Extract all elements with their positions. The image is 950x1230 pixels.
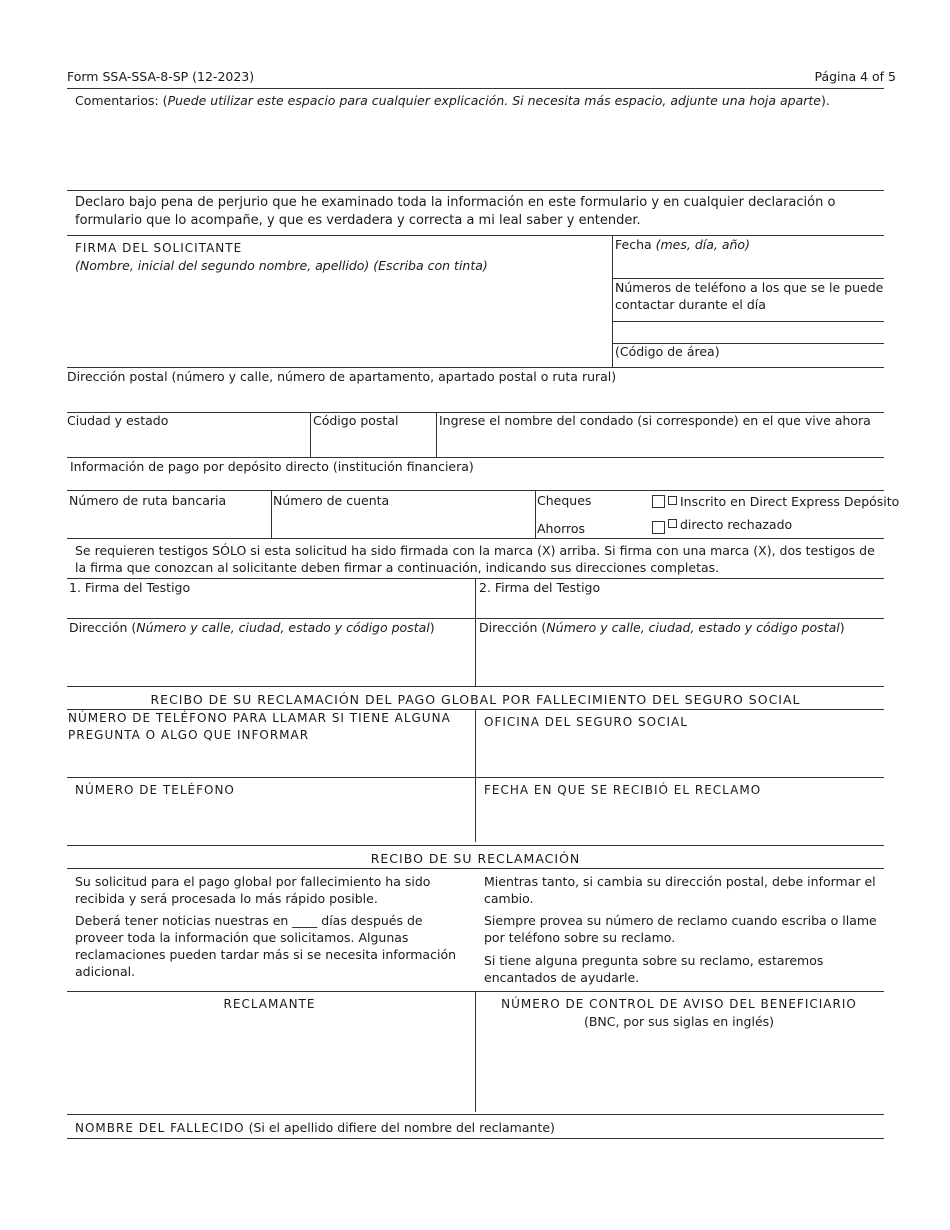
signature-title: FIRMA DEL SOLICITANTE	[75, 241, 243, 255]
zip-field[interactable]	[312, 430, 434, 454]
payment-heading: Información de pago por depósito directo (institución financiera)	[70, 459, 474, 474]
witness2-signature-label: 2. Firma del Testigo	[479, 580, 601, 595]
witness2-signature-field[interactable]	[478, 597, 882, 617]
declaration-text: Declaro bajo pena de perjurio que he examinado toda la información en este formulario y en cualquier declaración o formulario que lo acompañe, y que es verdadera y correcta a mi leal saber y entender.	[75, 195, 836, 228]
county-field[interactable]	[438, 430, 882, 454]
mailing-address-label: Dirección postal (número y calle, número de apartamento, apartado postal o ruta rural)	[67, 369, 617, 384]
receipt-right-paragraph-3: Si tiene alguna pregunta sobre su reclamo, estaremos encantados de ayudarle.	[484, 953, 824, 985]
form-id: Form SSA-SSA-8-SP (12-2023)	[67, 69, 255, 84]
checking-label: Cheques	[537, 493, 592, 508]
phone-number-field[interactable]	[68, 800, 472, 840]
phone-number-label: NÚMERO DE TELÉFONO	[75, 783, 235, 797]
deceased-label: NOMBRE DEL FALLECIDO (Si el apellido difiere del nombre del reclamante)	[75, 1120, 555, 1135]
office-label: OFICINA DEL SEGURO SOCIAL	[484, 715, 688, 729]
divider	[67, 1114, 884, 1115]
witness2-address-label: Dirección (Número y calle, ciudad, estado y código postal)	[479, 620, 845, 635]
routing-label: Número de ruta bancaria	[69, 493, 227, 508]
date-label: Fecha (mes, día, año)	[615, 237, 750, 252]
bnc-field[interactable]	[478, 1032, 882, 1110]
city-state-field[interactable]	[67, 430, 307, 454]
receipt-left-paragraph-2: Deberá tener noticias nuestras en ____ días después de proveer toda la información que solicitamos. Algunas reclamaciones pueden tardar más si se necesita información adicional.	[75, 913, 457, 979]
city-state-label: Ciudad y estado	[67, 413, 169, 428]
divider	[67, 190, 884, 191]
witness-note: Se requieren testigos SÓLO si esta solicitud ha sido firmada con la marca (X) arriba. Si firma con una marca (X), dos testigos de la firma que conozcan al solicitante deben firmar a continuación, indicando sus direcciones completas.	[75, 543, 875, 575]
rejected-label: directo rechazado	[680, 517, 793, 532]
phone-label: Números de teléfono a los que se le puede contactar durante el día	[615, 280, 884, 312]
divider	[67, 868, 884, 869]
page-number: Página 4 of 5	[814, 69, 896, 84]
divider	[67, 777, 884, 778]
divider	[67, 490, 884, 491]
receipt-right-paragraph-1: Mientras tanto, si cambia su dirección postal, debe informar el cambio.	[484, 874, 876, 906]
comments-label: Comentarios: (Puede utilizar este espacio para cualquier explicación. Si necesita más espacio, adjunte una hoja aparte).	[75, 93, 830, 108]
receipt-right-paragraph-2: Siempre provea su número de reclamo cuando escriba o llame por teléfono sobre su reclamo.	[484, 913, 877, 945]
area-code-label: (Código de área)	[615, 344, 720, 359]
date-received-field[interactable]	[478, 800, 882, 840]
claimant-field[interactable]	[68, 1016, 472, 1110]
signature-subtitle: (Nombre, inicial del segundo nombre, apellido) (Escriba con tinta)	[75, 258, 488, 273]
savings-label: Ahorros	[537, 521, 586, 536]
divider	[475, 709, 476, 842]
date-field[interactable]	[614, 254, 882, 276]
comments-area[interactable]	[67, 110, 884, 190]
zip-label: Código postal	[313, 413, 399, 428]
call-phone-label: NÚMERO DE TELÉFONO PARA LLAMAR SI TIENE ALGUNA PREGUNTA O ALGO QUE INFORMAR	[68, 711, 451, 742]
direct-express-checkbox[interactable]	[668, 496, 677, 505]
witness1-signature-field[interactable]	[68, 597, 472, 617]
direct-express-label: Inscrito en Direct Express Depósito	[680, 494, 900, 509]
divider	[310, 412, 311, 457]
witness2-address-field[interactable]	[478, 637, 882, 683]
divider	[67, 1138, 884, 1139]
county-label: Ingrese el nombre del condado (si corresponde) en el que vive ahora	[439, 413, 871, 428]
account-label: Número de cuenta	[273, 493, 390, 508]
savings-checkbox[interactable]	[652, 521, 665, 534]
receipt-global-heading: RECIBO DE SU RECLAMACIÓN DEL PAGO GLOBAL POR FALLECIMIENTO DEL SEGURO SOCIAL	[150, 692, 801, 707]
divider	[67, 845, 884, 846]
witness1-address-field[interactable]	[68, 637, 472, 683]
checking-checkbox[interactable]	[652, 495, 665, 508]
witness1-address-label: Dirección (Número y calle, ciudad, estado y código postal)	[69, 620, 435, 635]
divider	[436, 412, 437, 457]
receipt-left-paragraph-1: Su solicitud para el pago global por fallecimiento ha sido recibida y será procesada lo más rápido posible.	[75, 874, 431, 906]
divider	[271, 490, 272, 538]
header-divider	[67, 88, 884, 89]
rejected-checkbox[interactable]	[668, 519, 677, 528]
divider	[67, 686, 884, 687]
date-received-label: FECHA EN QUE SE RECIBIÓ EL RECLAMO	[484, 783, 762, 797]
receipt-heading: RECIBO DE SU RECLAMACIÓN	[370, 851, 581, 866]
account-field[interactable]	[273, 510, 533, 536]
claimant-label: RECLAMANTE	[223, 997, 316, 1011]
divider	[67, 538, 884, 539]
office-field[interactable]	[478, 734, 882, 774]
routing-field[interactable]	[68, 510, 268, 536]
divider	[535, 490, 536, 538]
witness1-signature-label: 1. Firma del Testigo	[69, 580, 191, 595]
bnc-label-line2: (BNC, por sus siglas en inglés)	[583, 1014, 775, 1029]
bnc-label-line1: NÚMERO DE CONTROL DE AVISO DEL BENEFICIARIO	[501, 997, 857, 1011]
signature-divider	[612, 235, 613, 367]
divider	[67, 235, 884, 236]
phone-field[interactable]	[614, 322, 882, 342]
mailing-address-field[interactable]	[67, 386, 884, 410]
signature-field[interactable]	[68, 275, 608, 365]
divider	[475, 578, 476, 686]
